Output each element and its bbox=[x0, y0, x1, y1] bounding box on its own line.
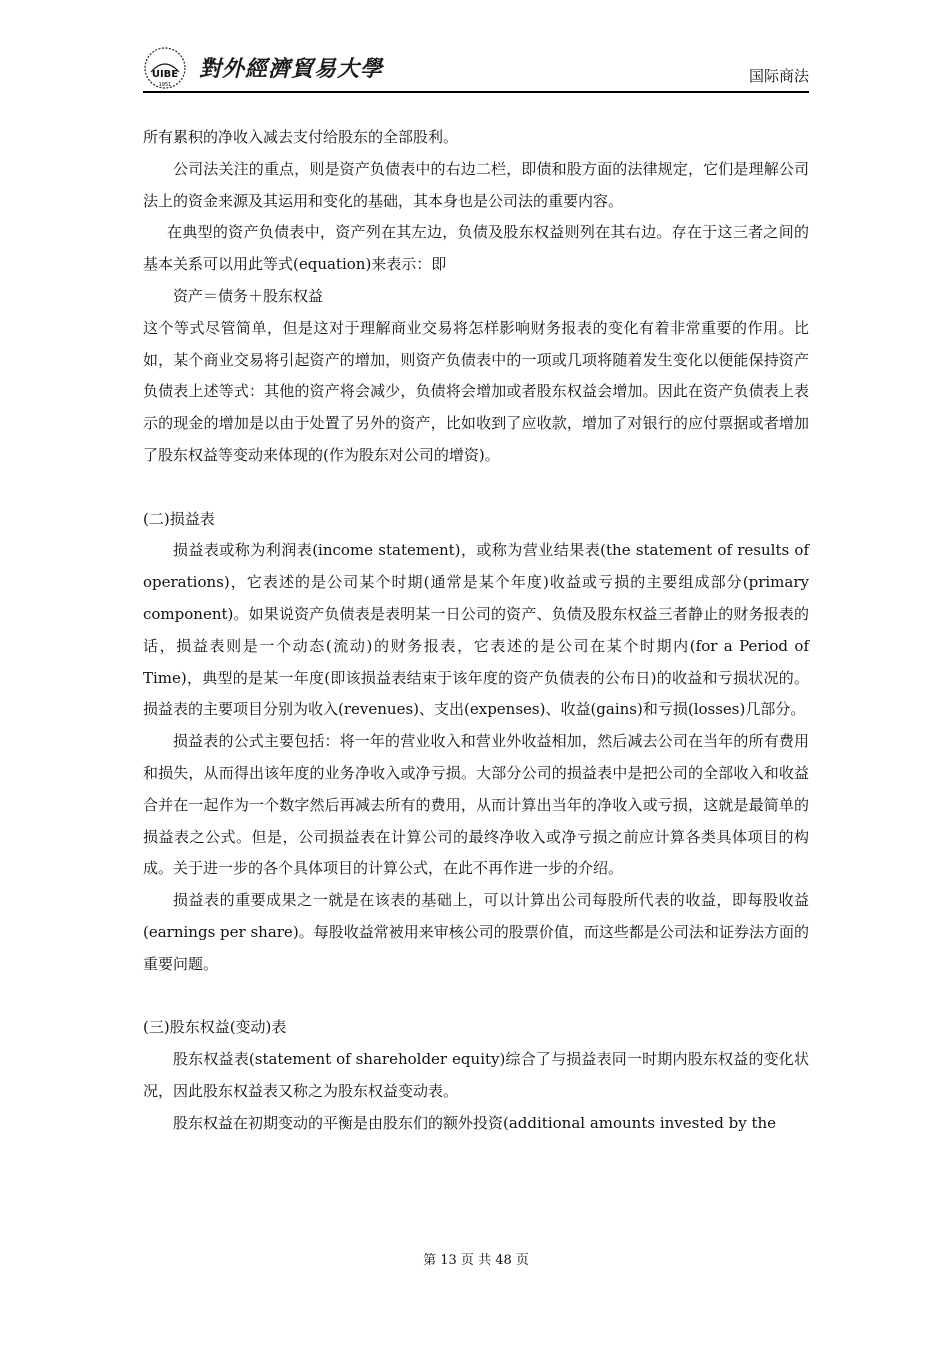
page-footer: 第 13 页 共 48 页 bbox=[423, 1253, 529, 1268]
section-title: 国际商法 bbox=[748, 67, 809, 85]
logo-abbr: UIBE bbox=[151, 69, 179, 80]
formula-line: 资产＝债务＋股东权益 bbox=[173, 286, 324, 305]
paragraph: 损益表或称为利润表(income statement)，或称为营业结果表(the statement of results of operations)，它表述的是公司某个时期(通常是某个年度)收益或亏损的主要组成部分(primary component)。如果说资产负债表是表明某一日公司的资产、负债及股东权益三者静止的财务报表的话，损益表则是一个动态(流动)的财务报表，它表述的是公司在某个时期内(for a Period of Time)，典型的是某一年度(即该损益表结束于该年度的资产负债表的公布日)的收益和亏损状况的。损益表的主要项目分别为收入(revenues)、支出(expenses)、收益(gains)和亏损(losses)几部分。 bbox=[143, 541, 809, 719]
university-name: 對外經濟貿易大學 bbox=[199, 56, 384, 82]
logo-year: 1951 bbox=[158, 82, 172, 88]
university-emblem-icon bbox=[143, 46, 187, 90]
paragraph: 在典型的资产负债表中，资产列在其左边，负债及股东权益则列在其右边。存在于这三者之间的基本关系可以用此等式(equation)来表示：即 bbox=[143, 223, 809, 274]
paragraph: 股东权益表(statement of shareholder equity)综合了与损益表同一时期内股东权益的变化状况，因此股东权益表又称之为股东权益变动表。 bbox=[143, 1050, 809, 1100]
section-heading: (二)损益表 bbox=[143, 509, 215, 528]
document-body bbox=[143, 122, 809, 1140]
section-heading: (三)股东权益(变动)表 bbox=[143, 1018, 287, 1037]
paragraph: 这个等式尽管简单，但是这对于理解商业交易将怎样影响财务报表的变化有着非常重要的作用。比如，某个商业交易将引起资产的增加，则资产负债表中的一项或几项将随着发生变化以便能保持资产负债表上述等式：其他的资产将会减少，负债将会增加或者股东权益会增加。因此在资产负债表上表示的现金的增加是以由于处置了另外的资产，比如收到了应收款，增加了对银行的应付票据或者增加了股东权益等变动来体现的(作为股东对公司的增资)。 bbox=[143, 318, 809, 464]
header-rule bbox=[143, 91, 809, 93]
page-header bbox=[143, 40, 809, 96]
paragraph: 损益表的重要成果之一就是在该表的基础上，可以计算出公司每股所代表的收益，即每股收益(earnings per share)。每股收益常被用来审核公司的股票价值，而这些都是公司法和证券法方面的重要问题。 bbox=[143, 891, 809, 973]
paragraph: 公司法关注的重点，则是资产负债表中的右边二栏，即债和股方面的法律规定，它们是理解公司法上的资金来源及其运用和变化的基础，其本身也是公司法的重要内容。 bbox=[143, 159, 809, 210]
paragraph: 所有累积的净收入减去支付给股东的全部股利。 bbox=[143, 128, 459, 146]
paragraph: 股东权益在初期变动的平衡是由股东们的额外投资(additional amounts invested by the bbox=[173, 1113, 777, 1132]
paragraph: 损益表的公式主要包括：将一年的营业收入和营业外收益相加，然后减去公司在当年的所有费用和损失，从而得出该年度的业务净收入或净亏损。大部分公司的损益表中是把公司的全部收入和收益合并在一起作为一个数字然后再减去所有的费用，从而计算出当年的净收入或亏损，这就是最简单的损益表之公式。但是，公司损益表在计算公司的最终净收入或净亏损之前应计算各类具体项目的构成。关于进一步的各个具体项目的计算公式，在此不再作进一步的介绍。 bbox=[143, 732, 809, 878]
